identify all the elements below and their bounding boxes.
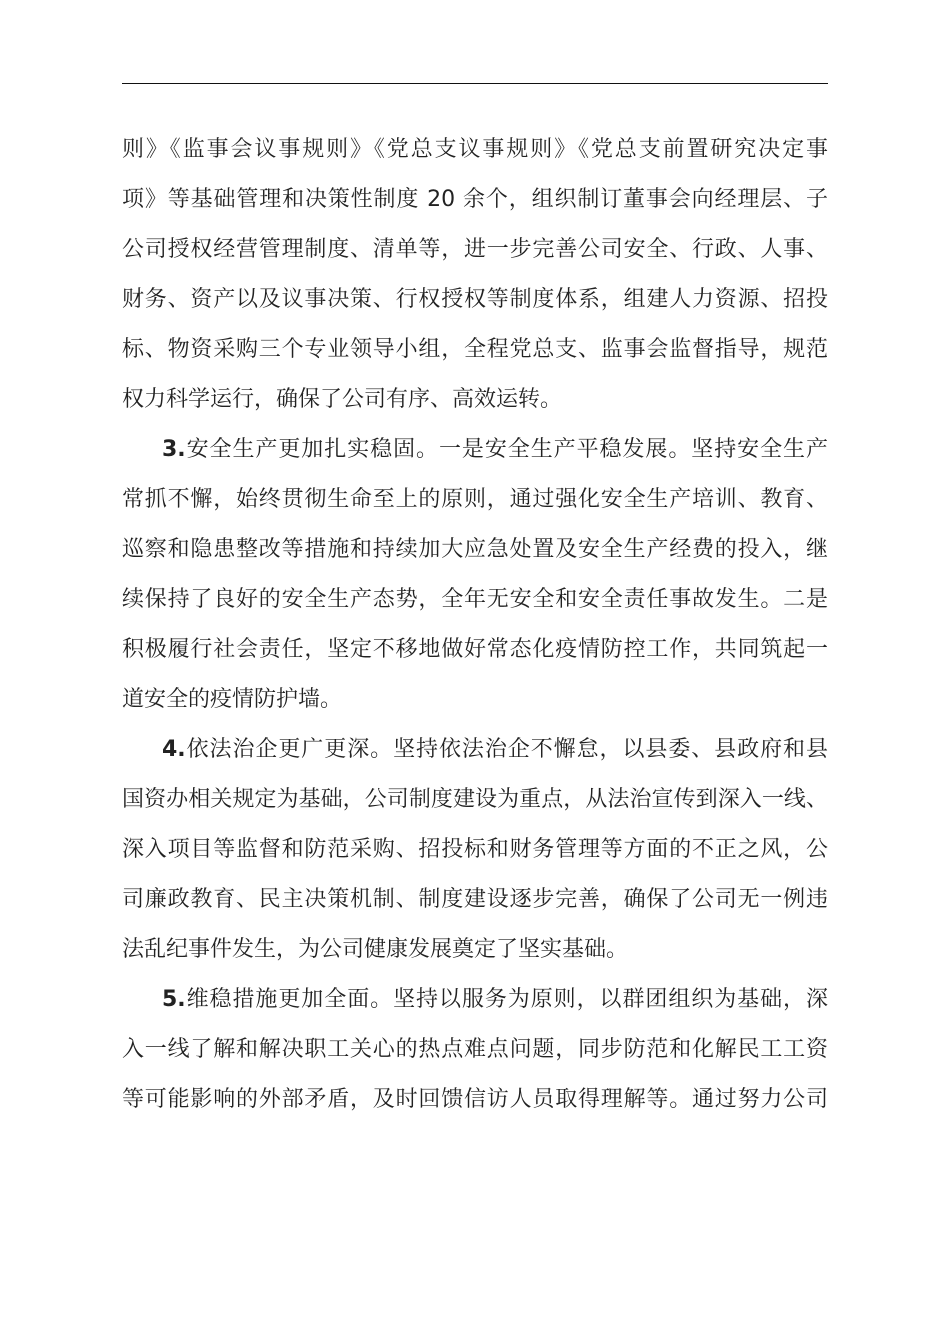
line-text: 财务、资产以及议事决策、行权授权等制度体系，组建人力资源、招投 (122, 287, 828, 312)
text-line (122, 575, 828, 625)
paragraph (122, 975, 828, 1125)
text-line (122, 475, 828, 525)
line-text: 等可能影响的外部矛盾，及时回馈信访人员取得理解等。通过努力公司 (122, 1087, 828, 1112)
line-text: 项》等基础管理和决策性制度 20 余个，组织制订董事会向经理层、子 (122, 187, 828, 212)
line-text: 巡察和隐患整改等措施和持续加大应急处置及安全生产经费的投入，继 (122, 537, 828, 562)
line-text: 深入项目等监督和防范采购、招投标和财务管理等方面的不正之风，公 (122, 837, 828, 862)
text-line (122, 825, 828, 875)
header-rule (122, 83, 828, 84)
text-line (122, 1025, 828, 1075)
section-number: 5. (162, 987, 186, 1012)
paragraph (122, 125, 828, 425)
section-number: 4. (162, 737, 186, 762)
line-text: 公司授权经营管理制度、清单等，进一步完善公司安全、行政、人事、 (122, 237, 828, 262)
line-text: 法乱纪事件发生，为公司健康发展奠定了坚实基础。 (122, 937, 629, 962)
line-text: 常抓不懈，始终贯彻生命至上的原则，通过强化安全生产培训、教育、 (122, 487, 828, 512)
text-line (122, 925, 828, 975)
line-text: 入一线了解和解决职工关心的热点难点问题，同步防范和化解民工工资 (122, 1037, 828, 1062)
text-line (122, 625, 828, 675)
line-text: 则》《监事会议事规则》《党总支议事规则》《党总支前置研究决定事 (122, 137, 828, 162)
line-text: 标、物资采购三个专业领导小组，全程党总支、监事会监督指导，规范 (122, 337, 828, 362)
section-number: 3. (162, 437, 186, 462)
text-line (122, 725, 828, 775)
line-text: 国资办相关规定为基础，公司制度建设为重点，从法治宣传到深入一线、 (122, 787, 828, 812)
text-line (122, 125, 828, 175)
text-line (122, 775, 828, 825)
line-text: 依法治企更广更深。坚持依法治企不懈怠，以县委、县政府和县 (185, 737, 828, 762)
line-text: 安全生产更加扎实稳固。一是安全生产平稳发展。坚持安全生产 (185, 437, 828, 462)
line-text: 积极履行社会责任，坚定不移地做好常态化疫情防控工作，共同筑起一 (122, 637, 828, 662)
paragraph (122, 725, 828, 975)
text-line (122, 425, 828, 475)
text-line (122, 225, 828, 275)
paragraph (122, 425, 828, 725)
line-text: 维稳措施更加全面。坚持以服务为原则，以群团组织为基础，深 (185, 987, 828, 1012)
text-line (122, 175, 828, 225)
line-text: 权力科学运行，确保了公司有序、高效运转。 (122, 387, 563, 412)
line-text: 续保持了良好的安全生产态势，全年无安全和安全责任事故发生。二是 (122, 587, 828, 612)
text-line (122, 325, 828, 375)
text-line (122, 975, 828, 1025)
text-line (122, 1075, 828, 1125)
text-line (122, 375, 828, 425)
line-text: 道安全的疫情防护墙。 (122, 687, 343, 712)
document-body (122, 125, 828, 1125)
text-line (122, 675, 828, 725)
text-line (122, 275, 828, 325)
text-line (122, 525, 828, 575)
text-line (122, 875, 828, 925)
line-text: 司廉政教育、民主决策机制、制度建设逐步完善，确保了公司无一例违 (122, 887, 828, 912)
